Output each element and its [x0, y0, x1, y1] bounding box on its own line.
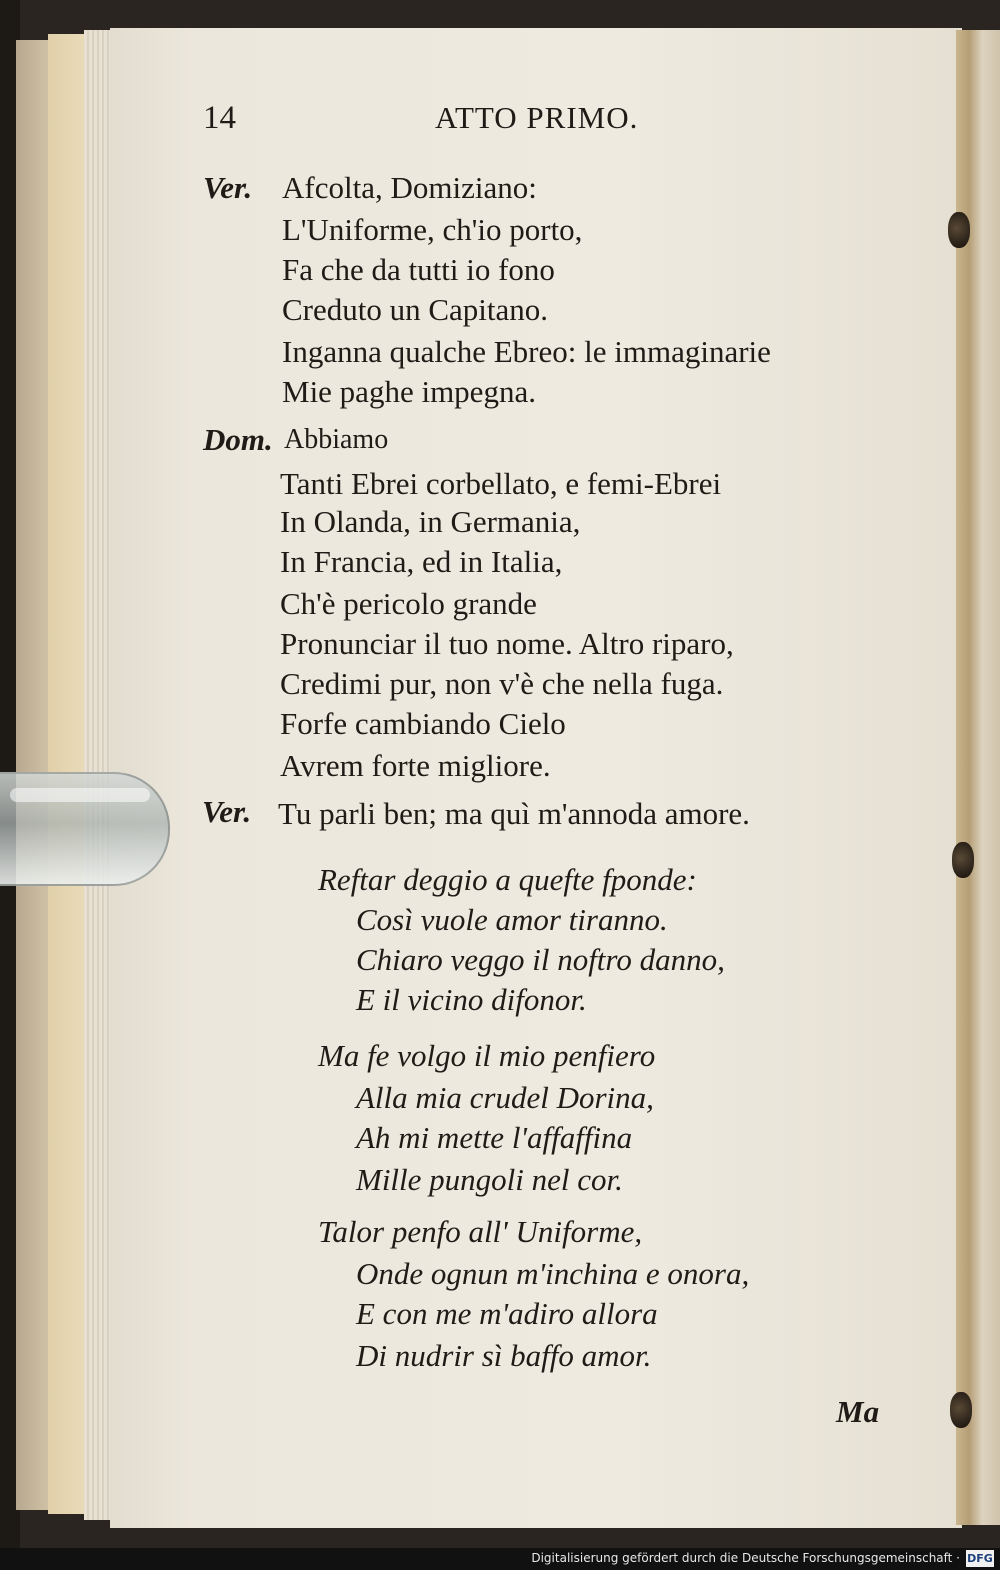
aria-line: Talor penfo all' Uniforme,	[318, 1214, 643, 1249]
binding-thread-knot	[952, 842, 974, 878]
aria-line: E il vicino difonor.	[356, 982, 587, 1017]
speaker-label: Ver.	[202, 794, 252, 829]
glass-highlight	[10, 788, 150, 802]
verse-line: In Olanda, in Germania,	[280, 504, 581, 539]
aria-line: Ma fe volgo il mio penfiero	[318, 1038, 656, 1073]
verse-line: Tanti Ebrei corbellato, e femi-Ebrei	[280, 466, 722, 501]
binding-thread-knot	[950, 1392, 972, 1428]
verse-line: L'Uniforme, ch'io porto,	[282, 212, 583, 247]
aria-line: Reftar deggio a quefte fponde:	[318, 862, 697, 897]
verse-line: Creduto un Capitano.	[282, 292, 549, 327]
aria-line: Alla mia crudel Dorina,	[356, 1080, 654, 1115]
aria-line: Così vuole amor tiranno.	[356, 902, 668, 937]
verse-line: Afcolta, Domiziano:	[282, 170, 537, 205]
aria-line: Ah mi mette l'affaffina	[356, 1120, 633, 1155]
facing-page-edge	[956, 30, 1000, 1525]
verse-line: Inganna qualche Ebreo: le immaginarie	[282, 334, 771, 369]
aria-line: Di nudrir sì baffo amor.	[356, 1338, 652, 1373]
verse-line: Ch'è pericolo grande	[280, 586, 537, 621]
verse-line: Abbiamo	[284, 424, 389, 455]
verse-line: Avrem forte migliore.	[280, 748, 551, 783]
verse-line: Tu parli ben; ma quì m'annoda amore.	[278, 796, 750, 831]
dfg-logo: DFG	[967, 1552, 993, 1565]
speaker-label: Ver.	[203, 170, 253, 205]
catchword: Ma	[836, 1394, 880, 1429]
verse-line: In Francia, ed in Italia,	[280, 544, 563, 579]
verse-line: Forfe cambiando Cielo	[280, 706, 566, 741]
footer-credit: Digitalisierung gefördert durch die Deutsche Forschungsgemeinschaft ·	[531, 1551, 960, 1565]
verse-line: Credimi pur, non v'è che nella fuga.	[280, 666, 724, 701]
aria-line: Onde ognun m'inchina e onora,	[356, 1256, 750, 1291]
aria-line: Mille pungoli nel cor.	[356, 1162, 623, 1197]
verse-line: Pronunciar il tuo nome. Altro riparo,	[280, 626, 734, 661]
page-number: 14	[203, 100, 236, 136]
aria-line: E con me m'adiro allora	[356, 1296, 658, 1331]
binding-thread-knot	[948, 212, 970, 248]
running-title: ATTO PRIMO.	[435, 100, 639, 135]
speaker-label: Dom.	[203, 422, 273, 457]
aria-line: Chiaro veggo il noftro danno,	[356, 942, 725, 977]
verse-line: Mie paghe impegna.	[282, 374, 536, 409]
verse-line: Fa che da tutti io fono	[282, 252, 555, 287]
